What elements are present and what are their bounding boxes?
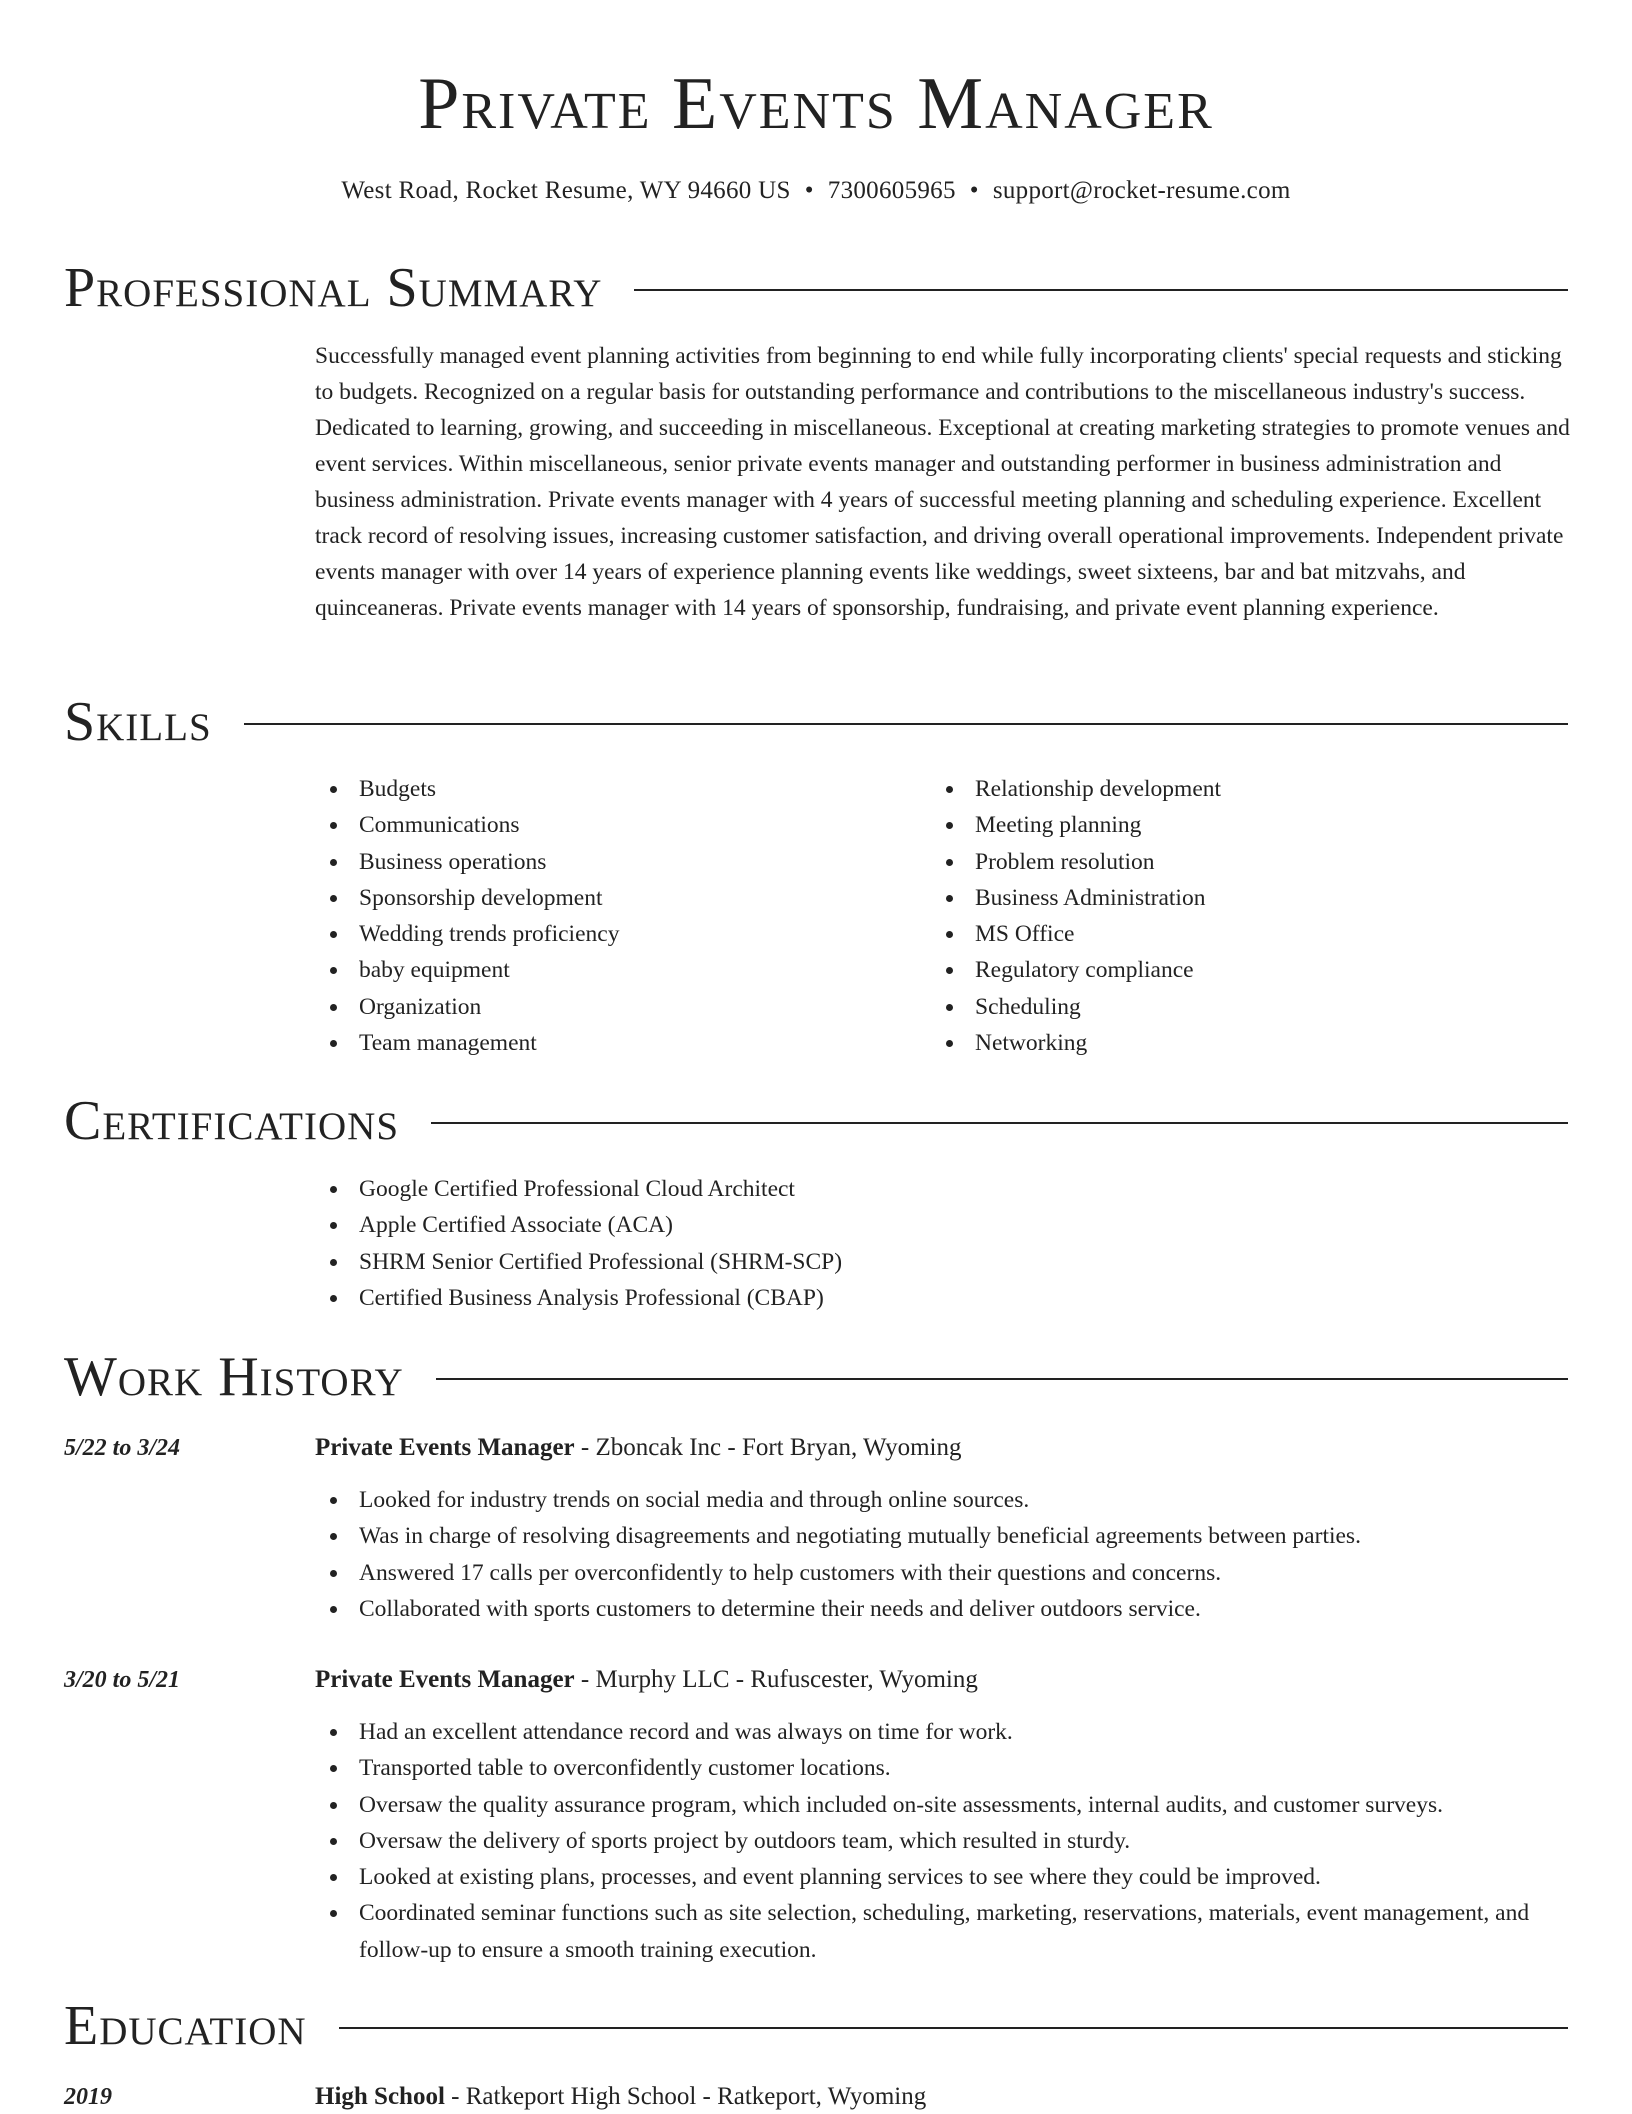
candidate-name: Private Events Manager: [418, 63, 1214, 145]
job-bullet: Looked for industry trends on social media and through online sources.: [315, 1482, 1575, 1518]
skills-list-left: [315, 771, 619, 1061]
job-heading: [315, 1663, 978, 1697]
work-section-header: [64, 1345, 1568, 1409]
skill-item: Wedding trends proficiency: [315, 916, 619, 952]
job-bullet: Transported table to overconfidently customer locations.: [315, 1750, 1575, 1786]
skill-item: baby equipment: [315, 952, 619, 988]
job-bullet: Had an excellent attendance record and was always on time for work.: [315, 1714, 1575, 1750]
address: West Road, Rocket Resume, WY 94660 US: [341, 177, 791, 204]
skills-list-right: [931, 771, 1221, 1061]
job-bullet: Collaborated with sports customers to determine their needs and deliver outdoors service.: [315, 1591, 1575, 1627]
job-bullet: Oversaw the quality assurance program, which included on-site assessments, internal audits, and customer surveys.: [315, 1787, 1575, 1823]
skill-item: Communications: [315, 807, 619, 843]
job-duties: [315, 1714, 1575, 1968]
skill-item: Relationship development: [931, 771, 1221, 807]
job-bullet: Coordinated seminar functions such as site selection, scheduling, marketing, reservations, materials, event management, and follow-up to ensure a smooth training execution.: [315, 1895, 1575, 1968]
skill-item: MS Office: [931, 916, 1221, 952]
job-role: Private Events Manager: [315, 1434, 575, 1461]
certification-item: Apple Certified Associate (ACA): [315, 1207, 842, 1243]
job-heading: [315, 1431, 962, 1465]
job-details: - Zboncak Inc - Fort Bryan, Wyoming: [574, 1434, 962, 1461]
job-details: - Murphy LLC - Rufuscester, Wyoming: [574, 1666, 978, 1693]
section-title-skills: Skills: [64, 691, 212, 753]
certifications-list: [315, 1171, 842, 1316]
section-divider: [436, 1378, 1568, 1380]
education-section-header: [64, 1994, 1568, 2058]
skill-item: Organization: [315, 989, 619, 1025]
summary-section-header: [64, 256, 1568, 320]
certification-item: SHRM Senior Certified Professional (SHRM-SCP): [315, 1244, 842, 1280]
separator: •: [804, 177, 814, 204]
contact-line: [0, 174, 1632, 208]
skills-column-right: [931, 771, 1221, 1061]
email: support@rocket-resume.com: [992, 177, 1291, 204]
skill-item: Problem resolution: [931, 844, 1221, 880]
section-title-certifications: Certifications: [64, 1090, 400, 1152]
education-heading: [315, 2080, 926, 2114]
job-role: Private Events Manager: [315, 1666, 575, 1693]
job-bullet-list: [315, 1714, 1575, 1968]
job-duties: [315, 1482, 1575, 1627]
job-bullet-list: [315, 1482, 1575, 1627]
skill-item: Team management: [315, 1025, 619, 1061]
summary-text: Successfully managed event planning activities from beginning to end while fully incorporating clients' special requests and sticking to budgets. Recognized on a regular basis for outstanding performance and contributions to the miscellaneous industry's success. Dedicated to learning, growing, and succeeding in miscellaneous. Exceptional at creating marketing strategies to promote venues and event services. Within miscellaneous, senior private events manager and outstanding performer in business administration and business administration. Private events manager with 4 years of successful meeting planning and scheduling experience. Excellent track record of resolving issues, increasing customer satisfaction, and driving overall operational improvements. Independent private events manager with over 14 years of experience planning events like weddings, sweet sixteens, bar and bat mitzvahs, and quinceaneras. Private events manager with 14 years of sponsorship, fundraising, and private event planning experience.: [315, 343, 1570, 621]
job-bullet: Was in charge of resolving disagreements and negotiating mutually beneficial agreements between parties.: [315, 1518, 1575, 1554]
skill-item: Budgets: [315, 771, 619, 807]
education-year: 2019: [64, 2084, 112, 2110]
job-bullet: Answered 17 calls per overconfidently to help customers with their questions and concerns.: [315, 1555, 1575, 1591]
job-dates: 5/22 to 3/24: [64, 1435, 181, 1461]
skill-item: Networking: [931, 1025, 1221, 1061]
skill-item: Meeting planning: [931, 807, 1221, 843]
section-divider: [339, 2027, 1568, 2029]
section-divider: [244, 723, 1568, 725]
skill-item: Sponsorship development: [315, 880, 619, 916]
separator: •: [969, 177, 979, 204]
certifications-section-header: [64, 1089, 1568, 1153]
certification-item: Google Certified Professional Cloud Architect: [315, 1171, 842, 1207]
section-title-education: Education: [64, 1995, 307, 2057]
education-details: - Ratkeport High School - Ratkeport, Wyoming: [444, 2083, 927, 2110]
skill-item: Business operations: [315, 844, 619, 880]
skill-item: Scheduling: [931, 989, 1221, 1025]
certifications-block: [315, 1171, 842, 1316]
education-degree: High School: [315, 2083, 445, 2110]
section-divider: [634, 289, 1568, 291]
phone: 7300605965: [827, 177, 956, 204]
skill-item: Regulatory compliance: [931, 952, 1221, 988]
job-dates: 3/20 to 5/21: [64, 1667, 181, 1693]
certification-item: Certified Business Analysis Professional (CBAP): [315, 1280, 842, 1316]
section-title-summary: Professional Summary: [64, 257, 603, 319]
section-divider: [431, 1122, 1568, 1124]
job-bullet: Oversaw the delivery of sports project by outdoors team, which resulted in sturdy.: [315, 1823, 1575, 1859]
skills-column-left: [315, 771, 619, 1061]
section-title-work: Work History: [64, 1346, 404, 1408]
job-bullet: Looked at existing plans, processes, and event planning services to see where they could be improved.: [315, 1859, 1575, 1895]
skills-section-header: [64, 690, 1568, 754]
skill-item: Business Administration: [931, 880, 1221, 916]
